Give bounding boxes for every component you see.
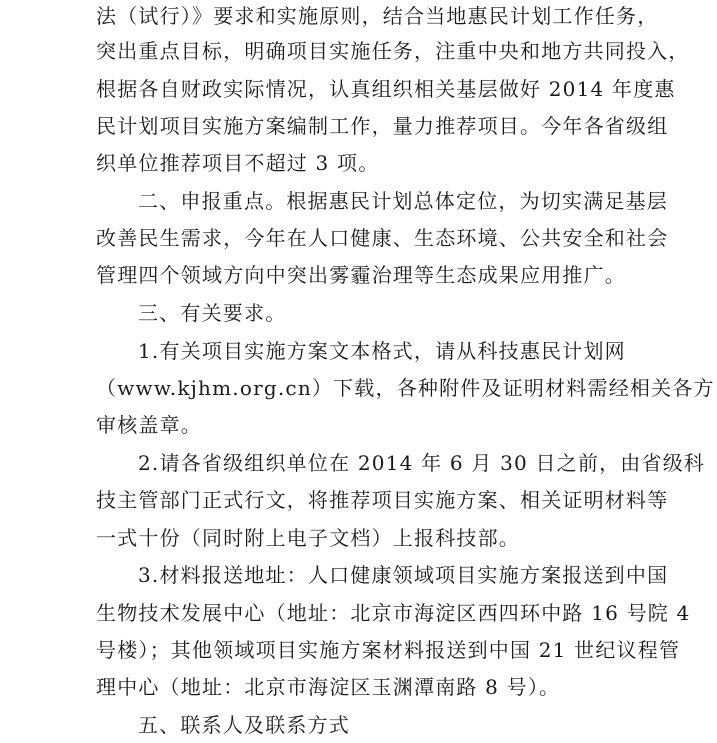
paragraph-line-4: 民计划项目实施方案编制工作，量力推荐项目。今年各省级组	[96, 114, 669, 138]
paragraph-line-2: 突出重点目标，明确项目实施任务，注重中央和地方共同投入，	[96, 39, 690, 63]
item-3-line-2: 生物技术发展中心（地址：北京市海淀区西四环中路 16 号院 4	[96, 601, 691, 625]
paragraph-line-8: 管理四个领域方向中突出雾霾治理等生态成果应用推广。	[96, 263, 626, 287]
paragraph-line-7: 改善民生需求，今年在人口健康、生态环境、公共安全和社会	[96, 226, 669, 250]
section-five-heading: 五、联系人及联系方式	[138, 713, 350, 737]
paragraph-line-3: 根据各自财政实际情况，认真组织相关基层做好 2014 年度惠	[96, 77, 676, 101]
section-three-heading: 三、有关要求。	[138, 301, 287, 325]
item-1-line-3: 审核盖章。	[96, 413, 202, 437]
item-2-line-1: 2.请各省级组织单位在 2014 年 6 月 30 日之前，由省级科	[138, 451, 706, 475]
paragraph-line-5: 织单位推荐项目不超过 3 项。	[96, 151, 380, 175]
item-1-line-2: （www.kjhm.org.cn）下载，各种附件及证明材料需经相关各方	[96, 376, 715, 400]
paragraph-line-1: 法（试行）》要求和实施原则，结合当地惠民计划工作任务，	[96, 4, 659, 28]
item-3-line-4: 理中心（地址：北京市海淀区玉渊潭南路 8 号）。	[96, 675, 561, 699]
item-2-line-2: 技主管部门正式行文，将推荐项目实施方案、相关证明材料等	[96, 488, 669, 512]
item-2-line-3: 一式十份（同时附上电子文档）上报科技部。	[96, 526, 520, 550]
item-3-line-1: 3.材料报送地址：人口健康领域项目实施方案报送到中国	[138, 563, 669, 587]
item-3-line-3: 号楼）；其他领域项目实施方案材料报送到中国 21 世纪议程管	[96, 638, 681, 662]
item-1-line-1: 1.有关项目实施方案文本格式，请从科技惠民计划网	[138, 339, 626, 363]
section-two-heading-line: 二、申报重点。根据惠民计划总体定位，为切实满足基层	[138, 189, 668, 213]
